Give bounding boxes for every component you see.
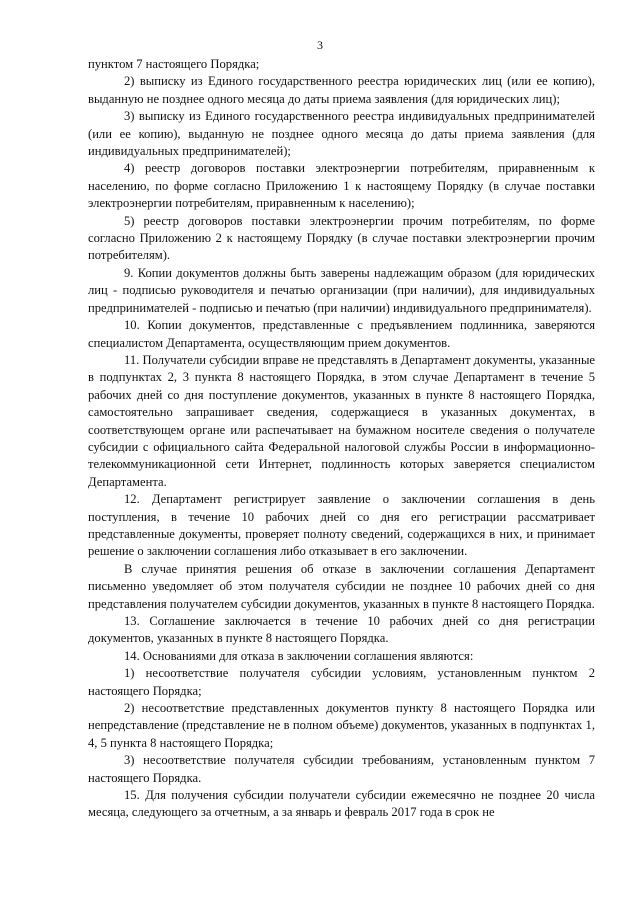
paragraph-refusal-ground-2: 2) несоответствие представленных документов пункту 8 настоящего Порядка или непредставление (представление не в полном объеме) документов, указанных в подпунктах 1, 4, 5 пункта 8 настоящего Порядка; [88, 701, 595, 750]
paragraph-clause-12: 12. Департамент регистрирует заявление о заключении соглашения в день поступления, в течение 10 рабочих дней со дня его регистрации рассматривает представленные документы, проверяет полноту сведений, содержащихся в них, и принимает решение о заключении соглашения либо отказывает в его заключении. [88, 492, 595, 559]
paragraph-clause-13: 13. Соглашение заключается в течение 10 рабочих дней со дня регистрации документов, указанных в пункте 8 настоящего Порядка. [88, 614, 595, 646]
paragraph-clause-15: 15. Для получения субсидии получатели субсидии ежемесячно не позднее 20 числа месяца, следующего за отчетным, а за январь и февраль 2017 года в срок не [88, 788, 595, 820]
paragraph-clause-11: 11. Получатели субсидии вправе не представлять в Департамент документы, указанные в подпунктах 2, 3 пункта 8 настоящего Порядка, в этом случае Департамент в течение 5 рабочих дней со дня поступление документов, указанных в пункте 8 настоящего Порядка, самостоятельно запрашивает сведения, содержащиеся в указанных документах, в соответствующем органе или распечатывает на бумажном носителе сведения о получателе субсидии с официального сайта Федеральной налоговой службы России в информационно-телекоммуникационной сети Интернет, подлинность которых заверяется специалистом Департамента. [88, 352, 595, 489]
paragraph-clause-10: 10. Копии документов, представленные с предъявлением подлинника, заверяются специалистом Департамента, осуществляющим прием документов. [88, 318, 595, 350]
paragraph-clause-14: 14. Основаниями для отказа в заключении соглашения являются: [124, 648, 474, 663]
page-number: 3 [317, 38, 323, 52]
paragraph-item-5-registry-other: 5) реестр договоров поставки электроэнергии прочим потребителям, по форме согласно Приложению 2 к настоящему Порядку (в случае поставки электроэнергии прочим потребителям). [88, 213, 595, 263]
paragraph-refusal-ground-3: 3) несоответствие получателя субсидии требованиям, установленным пунктом 7 настоящего Порядка. [88, 753, 595, 785]
paragraph-item-3-egrip: 3) выписку из Единого государственного реестра индивидуальных предпринимателей (или ее копию), выданную не позднее одного месяца до даты приема заявления (для индивидуальных предпринимателей); [88, 109, 595, 159]
paragraph-clause-9: 9. Копии документов должны быть заверены надлежащим образом (для юридических лиц - подписью руководителя и печатью организации (при наличии), для индивидуальных предпринимателей - подписью и печатью (при наличии) индивидуального предпринимателя). [88, 265, 595, 315]
paragraph-item-4-registry-population: 4) реестр договоров поставки электроэнергии потребителям, приравненным к населению, по форме согласно Приложению 1 к настоящему Порядку (в случае поставки электроэнергии потребителям, приравненным к населению); [88, 161, 595, 211]
document-body [88, 56, 595, 822]
paragraph-refusal-ground-1: 1) несоответствие получателя субсидии условиям, установленным пунктом 2 настоящего Порядка; [88, 666, 595, 698]
paragraph-continuation: пунктом 7 настоящего Порядка; [88, 57, 260, 71]
paragraph-item-2-egrul: 2) выписку из Единого государственного реестра юридических лиц (или ее копию), выданную не позднее одного месяца до даты приема заявления (для юридических лиц); [88, 74, 595, 106]
paragraph-refusal-notice: В случае принятия решения об отказе в заключении соглашения Департамент письменно уведомляет об этом получателя субсидии не позднее 10 рабочих дней со дня представления получателем субсидии документов, указанных в пункте 8 настоящего Порядка. [88, 561, 595, 611]
